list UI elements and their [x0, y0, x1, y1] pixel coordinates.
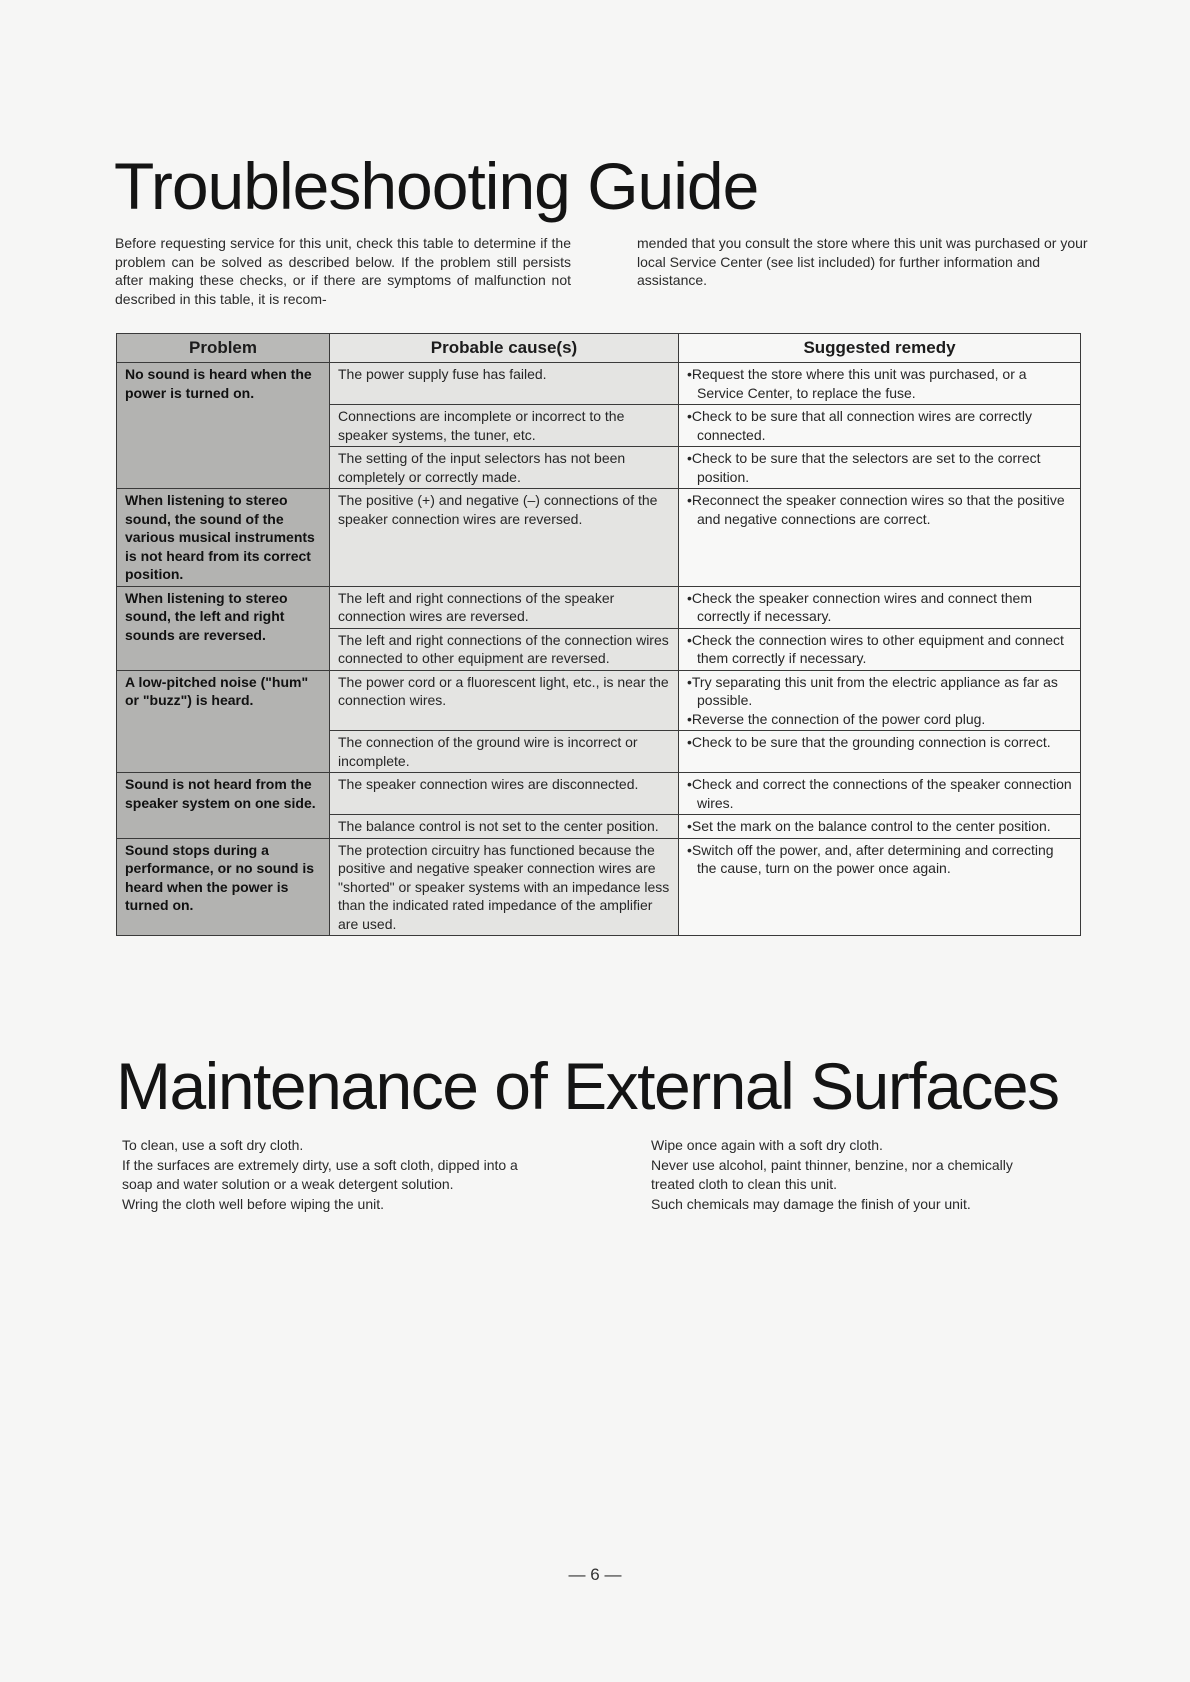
remedy-text: •Check to be sure that the selectors are set to the correct position.: [687, 450, 1041, 485]
troubleshooting-title: Troubleshooting Guide: [114, 149, 759, 223]
cause-cell: Connections are incomplete or incorrect to the speaker systems, the tuner, etc.: [330, 405, 679, 447]
remedy-cell: [679, 447, 1081, 489]
maintenance-line: Such chemicals may damage the finish of your unit.: [651, 1195, 971, 1212]
header-remedy: Suggested remedy: [679, 334, 1081, 363]
maintenance-line: To clean, use a soft dry cloth.: [122, 1137, 304, 1153]
page-number: — 6 —: [568, 1565, 622, 1584]
table-header-row: [117, 334, 1081, 363]
cause-cell: The power supply fuse has failed.: [330, 363, 679, 405]
remedy-text: •Check to be sure that all connection wires are correctly connected.: [687, 408, 1032, 443]
remedy-cell: [679, 773, 1081, 815]
remedy-text: •Request the store where this unit was purchased, or a Service Center, to replace the fuse.: [687, 366, 1027, 401]
cause-cell: The balance control is not set to the center position.: [330, 815, 679, 839]
maintenance-line: If the surfaces are extremely dirty, use a soft cloth, dipped into a: [122, 1156, 518, 1173]
problem-cell: No sound is heard when the power is turned on.: [117, 363, 330, 489]
troubleshooting-table: [116, 333, 1081, 936]
remedy-cell: [679, 363, 1081, 405]
remedy-text: •Check and correct the connections of the speaker connection wires.: [687, 776, 1072, 811]
cause-cell: The setting of the input selectors has not been completely or correctly made.: [330, 447, 679, 489]
table-row: [117, 773, 1081, 815]
problem-cell: Sound stops during a performance, or no sound is heard when the power is turned on.: [117, 838, 330, 936]
remedy-text: •Check to be sure that the grounding connection is correct.: [687, 734, 1051, 750]
maintenance-line: Never use alcohol, paint thinner, benzine, nor a chemically: [651, 1156, 1013, 1173]
table-row: [117, 489, 1081, 587]
table-row: [117, 838, 1081, 936]
remedy-cell: [679, 815, 1081, 839]
maintenance-line: Wring the cloth well before wiping the unit.: [122, 1195, 384, 1212]
remedy-text: •Set the mark on the balance control to the center position.: [687, 818, 1051, 834]
maintenance-title: Maintenance of External Surfaces: [116, 1049, 1059, 1123]
cause-cell: The left and right connections of the connection wires connected to other equipment are reversed.: [330, 628, 679, 670]
remedy-cell: [679, 586, 1081, 628]
table-row: [117, 586, 1081, 628]
maintenance-line: Wipe once again with a soft dry cloth.: [651, 1137, 883, 1153]
remedy-cell: [679, 405, 1081, 447]
remedy-text: •Check the speaker connection wires and connect them correctly if necessary.: [687, 589, 1032, 624]
cause-cell: The protection circuitry has functioned because the positive and negative speaker connection wires are "shorted" or speaker systems with an impedance less than the indicated rated impedance of the amplifier are used.: [330, 838, 679, 936]
remedy-text: •Switch off the power, and, after determining and correcting the cause, turn on the power once again.: [687, 841, 1054, 876]
remedy-cell: [679, 628, 1081, 670]
cause-cell: The connection of the ground wire is incorrect or incomplete.: [330, 731, 679, 773]
remedy-cell: [679, 670, 1081, 731]
remedy-text: •Reconnect the speaker connection wires so that the positive and negative connections are correct.: [687, 492, 1065, 527]
header-cause: Probable cause(s): [330, 334, 679, 363]
problem-cell: Sound is not heard from the speaker system on one side.: [117, 773, 330, 839]
troubleshooting-intro-left: Before requesting service for this unit, check this table to determine if the problem can be solved as described below. If the problem still persists after making these checks, or if there are symptoms of malfunction not described in this table, it is recom-: [115, 235, 571, 307]
remedy-text: •Try separating this unit from the electric appliance as far as possible.: [687, 673, 1058, 708]
header-problem: Problem: [117, 334, 330, 363]
troubleshooting-intro-right: mended that you consult the store where this unit was purchased or your local Service Center (see list included) for further information and assistance.: [637, 235, 1088, 288]
cause-cell: The speaker connection wires are disconnected.: [330, 773, 679, 815]
remedy-cell: [679, 731, 1081, 773]
cause-cell: The left and right connections of the speaker connection wires are reversed.: [330, 586, 679, 628]
remedy-cell: [679, 489, 1081, 587]
cause-cell: The positive (+) and negative (–) connections of the speaker connection wires are reversed.: [330, 489, 679, 587]
cause-cell: The power cord or a fluorescent light, etc., is near the connection wires.: [330, 670, 679, 731]
remedy-cell: [679, 838, 1081, 936]
problem-cell: When listening to stereo sound, the left and right sounds are reversed.: [117, 586, 330, 670]
maintenance-text-right: [651, 1136, 1101, 1214]
table-row: [117, 670, 1081, 731]
problem-cell: A low-pitched noise ("hum" or "buzz") is heard.: [117, 670, 330, 773]
maintenance-line: soap and water solution or a weak detergent solution.: [122, 1176, 454, 1192]
problem-cell: When listening to stereo sound, the sound of the various musical instruments is not heard from its correct position.: [117, 489, 330, 587]
maintenance-text-left: [122, 1136, 592, 1214]
maintenance-line: treated cloth to clean this unit.: [651, 1176, 837, 1192]
remedy-text: •Check the connection wires to other equipment and connect them correctly if necessary.: [687, 631, 1064, 666]
table-row: [117, 363, 1081, 405]
remedy-text: •Reverse the connection of the power cord plug.: [687, 710, 986, 727]
